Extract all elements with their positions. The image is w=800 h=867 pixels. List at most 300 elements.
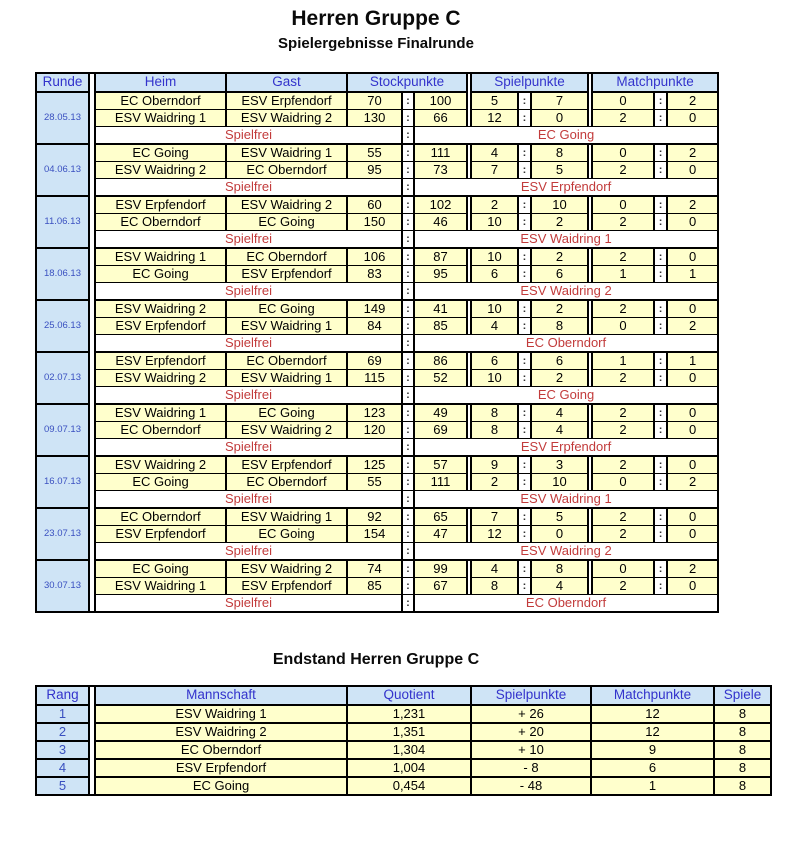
quotient-cell: 1,351 [347, 723, 471, 741]
colon-separator: : [654, 300, 667, 318]
colon-separator: : [402, 266, 414, 283]
colon-separator: : [402, 179, 414, 197]
bye-row [36, 543, 718, 561]
colon-separator: : [402, 144, 414, 162]
stock-home: 123 [347, 404, 402, 422]
match-row [36, 578, 718, 595]
match-row [36, 248, 718, 266]
match-guest: 0 [667, 404, 718, 422]
round-date: 11.06.13 [36, 196, 89, 248]
team-cell: EC Oberndorf [95, 741, 347, 759]
colon-separator: : [518, 110, 531, 127]
colon-separator: : [402, 92, 414, 110]
standings-header-row [36, 686, 771, 705]
match-home: 0 [592, 92, 654, 110]
colon-separator: : [654, 560, 667, 578]
stock-home: 125 [347, 456, 402, 474]
colon-separator: : [402, 387, 414, 405]
guest-team: ESV Erpfendorf [226, 456, 347, 474]
round-group [36, 144, 718, 196]
colon-separator: : [402, 456, 414, 474]
rank-cell: 4 [36, 759, 89, 777]
colon-separator: : [402, 127, 414, 145]
spielpunkte-cell: + 26 [471, 705, 591, 723]
column-header-spielpunkte: Spielpunkte [471, 686, 591, 705]
colon-separator: : [654, 578, 667, 595]
spiel-home: 8 [471, 422, 518, 439]
bye-team: EC Going [414, 127, 718, 145]
match-guest: 1 [667, 352, 718, 370]
matchpunkte-cell: 6 [591, 759, 714, 777]
spiel-home: 12 [471, 110, 518, 127]
match-row [36, 300, 718, 318]
spiel-guest: 8 [531, 318, 588, 335]
bye-team: ESV Waidring 1 [414, 491, 718, 509]
bye-row [36, 127, 718, 145]
colon-separator: : [402, 491, 414, 509]
spiel-guest: 2 [531, 214, 588, 231]
spiel-guest: 8 [531, 560, 588, 578]
rank-cell: 3 [36, 741, 89, 759]
quotient-cell: 1,004 [347, 759, 471, 777]
spiel-guest: 0 [531, 526, 588, 543]
round-date: 30.07.13 [36, 560, 89, 612]
stock-guest: 95 [414, 266, 467, 283]
colon-separator: : [654, 370, 667, 387]
colon-separator: : [654, 508, 667, 526]
match-home: 2 [592, 110, 654, 127]
spielfrei-label: Spielfrei [95, 179, 402, 197]
spiel-guest: 3 [531, 456, 588, 474]
stock-home: 84 [347, 318, 402, 335]
spiel-home: 8 [471, 578, 518, 595]
home-team: ESV Erpfendorf [95, 318, 226, 335]
stock-home: 60 [347, 196, 402, 214]
stock-guest: 69 [414, 422, 467, 439]
standings-row [36, 741, 771, 759]
rank-cell: 2 [36, 723, 89, 741]
match-home: 0 [592, 474, 654, 491]
match-row [36, 474, 718, 491]
column-header-matchpunkte: Matchpunkte [592, 73, 718, 92]
guest-team: EC Going [226, 214, 347, 231]
match-home: 2 [592, 370, 654, 387]
spiel-home: 8 [471, 404, 518, 422]
guest-team: ESV Waidring 2 [226, 422, 347, 439]
home-team: ESV Waidring 2 [95, 300, 226, 318]
quotient-cell: 1,304 [347, 741, 471, 759]
spiel-home: 4 [471, 560, 518, 578]
colon-separator: : [402, 300, 414, 318]
match-guest: 0 [667, 248, 718, 266]
match-row [36, 196, 718, 214]
match-guest: 0 [667, 214, 718, 231]
guest-team: ESV Waidring 1 [226, 144, 347, 162]
colon-separator: : [402, 352, 414, 370]
spiel-guest: 10 [531, 196, 588, 214]
match-row [36, 162, 718, 179]
home-team: ESV Waidring 1 [95, 110, 226, 127]
column-header-runde: Runde [36, 73, 89, 92]
match-home: 2 [592, 578, 654, 595]
match-home: 0 [592, 560, 654, 578]
stock-home: 95 [347, 162, 402, 179]
spiel-guest: 7 [531, 92, 588, 110]
colon-separator: : [518, 578, 531, 595]
colon-separator: : [654, 526, 667, 543]
spiel-home: 2 [471, 474, 518, 491]
round-date: 18.06.13 [36, 248, 89, 300]
home-team: EC Oberndorf [95, 422, 226, 439]
home-team: ESV Erpfendorf [95, 526, 226, 543]
bye-row [36, 335, 718, 353]
home-team: EC Going [95, 560, 226, 578]
spiele-cell: 8 [714, 723, 771, 741]
colon-separator: : [518, 266, 531, 283]
match-guest: 0 [667, 508, 718, 526]
colon-separator: : [654, 422, 667, 439]
column-header-stockpunkte: Stockpunkte [347, 73, 467, 92]
round-date: 23.07.13 [36, 508, 89, 560]
stock-guest: 57 [414, 456, 467, 474]
stock-home: 120 [347, 422, 402, 439]
spiel-home: 10 [471, 300, 518, 318]
spielfrei-label: Spielfrei [95, 127, 402, 145]
colon-separator: : [402, 508, 414, 526]
spiel-guest: 2 [531, 300, 588, 318]
colon-separator: : [402, 474, 414, 491]
match-home: 2 [592, 508, 654, 526]
bye-row [36, 595, 718, 613]
spiel-home: 6 [471, 266, 518, 283]
colon-separator: : [402, 370, 414, 387]
bye-team: EC Oberndorf [414, 335, 718, 353]
match-home: 0 [592, 144, 654, 162]
match-row [36, 526, 718, 543]
page-subtitle: Spielergebnisse Finalrunde [278, 35, 474, 52]
match-row [36, 404, 718, 422]
stock-guest: 100 [414, 92, 467, 110]
rank-cell: 1 [36, 705, 89, 723]
page-title: Herren Gruppe C [291, 7, 461, 30]
guest-team: ESV Erpfendorf [226, 578, 347, 595]
spielpunkte-cell: - 8 [471, 759, 591, 777]
spiele-cell: 8 [714, 705, 771, 723]
guest-team: EC Going [226, 404, 347, 422]
colon-separator: : [402, 578, 414, 595]
home-team: ESV Waidring 1 [95, 404, 226, 422]
spiel-home: 5 [471, 92, 518, 110]
colon-separator: : [402, 231, 414, 249]
colon-separator: : [654, 196, 667, 214]
column-header-gast: Gast [226, 73, 347, 92]
round-group [36, 456, 718, 508]
home-team: ESV Waidring 2 [95, 162, 226, 179]
match-home: 2 [592, 214, 654, 231]
match-guest: 2 [667, 196, 718, 214]
spielfrei-label: Spielfrei [95, 491, 402, 509]
colon-separator: : [518, 214, 531, 231]
home-team: EC Oberndorf [95, 508, 226, 526]
colon-separator: : [402, 595, 414, 613]
stock-home: 55 [347, 474, 402, 491]
guest-team: ESV Waidring 2 [226, 560, 347, 578]
spielfrei-label: Spielfrei [95, 283, 402, 301]
stock-home: 83 [347, 266, 402, 283]
match-row [36, 508, 718, 526]
match-guest: 0 [667, 110, 718, 127]
match-home: 2 [592, 456, 654, 474]
colon-separator: : [518, 162, 531, 179]
colon-separator: : [654, 456, 667, 474]
team-cell: EC Going [95, 777, 347, 795]
home-team: ESV Waidring 2 [95, 456, 226, 474]
spiel-home: 9 [471, 456, 518, 474]
match-row [36, 214, 718, 231]
matchpunkte-cell: 9 [591, 741, 714, 759]
bye-team: ESV Waidring 1 [414, 231, 718, 249]
colon-separator: : [402, 214, 414, 231]
colon-separator: : [402, 283, 414, 301]
guest-team: ESV Waidring 2 [226, 110, 347, 127]
home-team: EC Oberndorf [95, 214, 226, 231]
colon-separator: : [518, 92, 531, 110]
guest-team: ESV Erpfendorf [226, 266, 347, 283]
spiel-guest: 4 [531, 578, 588, 595]
match-guest: 0 [667, 162, 718, 179]
bye-team: ESV Waidring 2 [414, 543, 718, 561]
round-group [36, 300, 718, 352]
guest-team: ESV Erpfendorf [226, 92, 347, 110]
bye-row [36, 387, 718, 405]
home-team: ESV Erpfendorf [95, 352, 226, 370]
colon-separator: : [402, 318, 414, 335]
match-home: 1 [592, 266, 654, 283]
spiel-guest: 4 [531, 404, 588, 422]
match-row [36, 318, 718, 335]
spiel-guest: 2 [531, 370, 588, 387]
home-team: EC Oberndorf [95, 92, 226, 110]
spiel-guest: 6 [531, 352, 588, 370]
stock-guest: 111 [414, 474, 467, 491]
round-date: 28.05.13 [36, 92, 89, 144]
round-date: 04.06.13 [36, 144, 89, 196]
spiel-guest: 0 [531, 110, 588, 127]
colon-separator: : [654, 266, 667, 283]
colon-separator: : [518, 370, 531, 387]
colon-separator: : [518, 474, 531, 491]
spiel-home: 7 [471, 508, 518, 526]
team-cell: ESV Erpfendorf [95, 759, 347, 777]
match-home: 1 [592, 352, 654, 370]
standings-row [36, 777, 771, 795]
column-header-mannschaft: Mannschaft [95, 686, 347, 705]
colon-separator: : [518, 560, 531, 578]
stock-home: 70 [347, 92, 402, 110]
match-home: 2 [592, 526, 654, 543]
spiel-home: 10 [471, 370, 518, 387]
round-group [36, 92, 718, 144]
column-header-heim: Heim [95, 73, 226, 92]
spielfrei-label: Spielfrei [95, 387, 402, 405]
guest-team: ESV Waidring 1 [226, 318, 347, 335]
guest-team: EC Oberndorf [226, 248, 347, 266]
match-home: 2 [592, 422, 654, 439]
standings-title: Endstand Herren Gruppe C [272, 651, 480, 668]
standings-table [35, 685, 772, 796]
home-team: EC Going [95, 474, 226, 491]
guest-team: EC Going [226, 526, 347, 543]
column-header-spiele: Spiele [714, 686, 771, 705]
match-home: 2 [592, 162, 654, 179]
round-group [36, 196, 718, 248]
spiel-home: 12 [471, 526, 518, 543]
results-header-row [36, 73, 718, 92]
guest-team: EC Oberndorf [226, 352, 347, 370]
colon-separator: : [518, 248, 531, 266]
stock-home: 85 [347, 578, 402, 595]
round-date: 16.07.13 [36, 456, 89, 508]
spiel-home: 10 [471, 214, 518, 231]
stock-guest: 52 [414, 370, 467, 387]
colon-separator: : [518, 196, 531, 214]
bye-row [36, 439, 718, 457]
colon-separator: : [402, 335, 414, 353]
round-group [36, 508, 718, 560]
stock-guest: 46 [414, 214, 467, 231]
match-home: 2 [592, 248, 654, 266]
spielpunkte-cell: + 10 [471, 741, 591, 759]
match-row [36, 422, 718, 439]
bye-row [36, 231, 718, 249]
column-header-rang: Rang [36, 686, 89, 705]
spiel-home: 4 [471, 144, 518, 162]
spiele-cell: 8 [714, 759, 771, 777]
spiel-guest: 5 [531, 508, 588, 526]
match-guest: 0 [667, 526, 718, 543]
colon-separator: : [518, 404, 531, 422]
colon-separator: : [402, 196, 414, 214]
guest-team: EC Oberndorf [226, 162, 347, 179]
spiel-guest: 8 [531, 144, 588, 162]
matchpunkte-cell: 12 [591, 723, 714, 741]
match-row [36, 560, 718, 578]
colon-separator: : [654, 318, 667, 335]
colon-separator: : [654, 248, 667, 266]
match-guest: 2 [667, 144, 718, 162]
match-row [36, 266, 718, 283]
stock-home: 130 [347, 110, 402, 127]
matchpunkte-cell: 1 [591, 777, 714, 795]
spiel-guest: 5 [531, 162, 588, 179]
stock-guest: 41 [414, 300, 467, 318]
team-cell: ESV Waidring 1 [95, 705, 347, 723]
match-guest: 1 [667, 266, 718, 283]
spiele-cell: 8 [714, 777, 771, 795]
match-home: 0 [592, 318, 654, 335]
colon-separator: : [518, 422, 531, 439]
rank-cell: 5 [36, 777, 89, 795]
round-date: 09.07.13 [36, 404, 89, 456]
bye-team: ESV Erpfendorf [414, 439, 718, 457]
match-home: 2 [592, 300, 654, 318]
match-row [36, 370, 718, 387]
bye-row [36, 179, 718, 197]
bye-row [36, 491, 718, 509]
guest-team: ESV Waidring 2 [226, 196, 347, 214]
round-date: 25.06.13 [36, 300, 89, 352]
spielfrei-label: Spielfrei [95, 595, 402, 613]
standings-row [36, 705, 771, 723]
colon-separator: : [402, 560, 414, 578]
round-group [36, 352, 718, 404]
home-team: ESV Waidring 1 [95, 248, 226, 266]
colon-separator: : [654, 144, 667, 162]
stock-guest: 73 [414, 162, 467, 179]
stock-guest: 47 [414, 526, 467, 543]
colon-separator: : [654, 352, 667, 370]
colon-separator: : [518, 526, 531, 543]
stock-guest: 102 [414, 196, 467, 214]
home-team: ESV Erpfendorf [95, 196, 226, 214]
colon-separator: : [654, 110, 667, 127]
round-group [36, 248, 718, 300]
spiel-home: 10 [471, 248, 518, 266]
column-header-quotient: Quotient [347, 686, 471, 705]
match-guest: 0 [667, 456, 718, 474]
spiel-guest: 6 [531, 266, 588, 283]
bye-row [36, 283, 718, 301]
standings-row [36, 723, 771, 741]
stock-guest: 66 [414, 110, 467, 127]
stock-home: 149 [347, 300, 402, 318]
match-row [36, 352, 718, 370]
bye-team: EC Oberndorf [414, 595, 718, 613]
match-guest: 0 [667, 422, 718, 439]
guest-team: ESV Waidring 1 [226, 370, 347, 387]
round-date: 02.07.13 [36, 352, 89, 404]
colon-separator: : [518, 300, 531, 318]
home-team: EC Going [95, 266, 226, 283]
colon-separator: : [402, 543, 414, 561]
colon-separator: : [654, 474, 667, 491]
spiel-guest: 10 [531, 474, 588, 491]
match-row [36, 144, 718, 162]
guest-team: EC Going [226, 300, 347, 318]
round-group [36, 560, 718, 612]
quotient-cell: 1,231 [347, 705, 471, 723]
match-home: 0 [592, 196, 654, 214]
stock-guest: 85 [414, 318, 467, 335]
guest-team: ESV Waidring 1 [226, 508, 347, 526]
team-cell: ESV Waidring 2 [95, 723, 347, 741]
guest-team: EC Oberndorf [226, 474, 347, 491]
quotient-cell: 0,454 [347, 777, 471, 795]
results-table [35, 72, 719, 613]
match-guest: 0 [667, 300, 718, 318]
colon-separator: : [402, 526, 414, 543]
stock-home: 115 [347, 370, 402, 387]
home-team: EC Going [95, 144, 226, 162]
spiel-home: 7 [471, 162, 518, 179]
colon-separator: : [402, 162, 414, 179]
colon-separator: : [518, 144, 531, 162]
stock-guest: 67 [414, 578, 467, 595]
spiel-guest: 4 [531, 422, 588, 439]
colon-separator: : [654, 404, 667, 422]
colon-separator: : [654, 214, 667, 231]
spielpunkte-cell: + 20 [471, 723, 591, 741]
